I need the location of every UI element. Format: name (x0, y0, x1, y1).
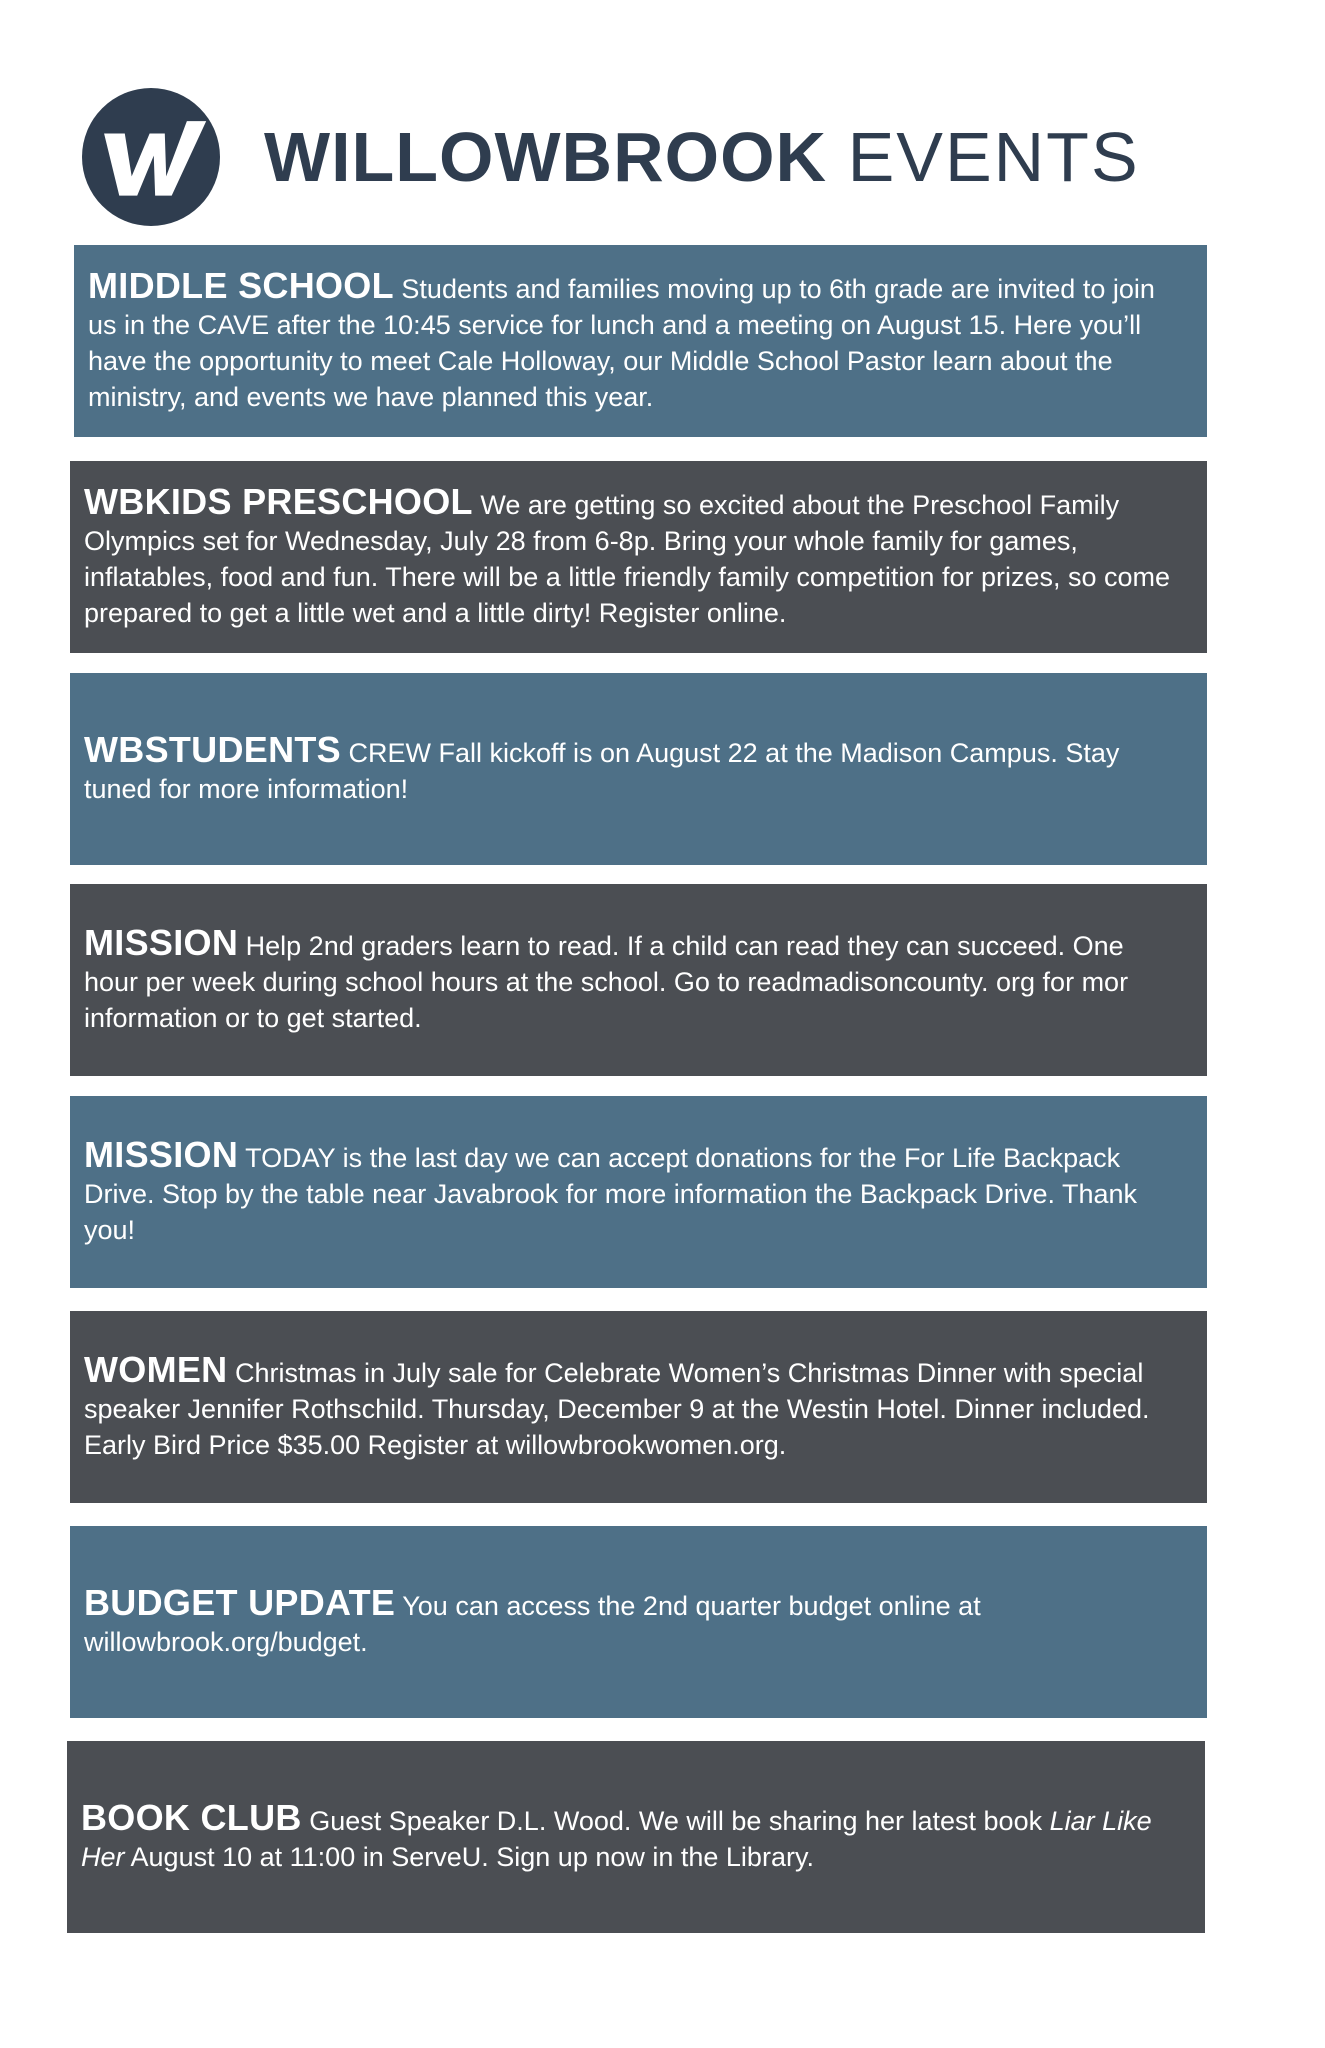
event-text (84, 1133, 1185, 1248)
event-women (70, 1311, 1207, 1503)
event-title: BUDGET UPDATE (84, 1581, 396, 1623)
event-mission-backpack (70, 1096, 1207, 1288)
event-text (84, 728, 1185, 807)
event-middle-school (74, 245, 1207, 437)
event-body: TODAY is the last day we can accept donations for the For Life Backpack Drive. Stop by the table near Javabrook for more information the Backpack Drive. Thank you! (84, 1142, 1138, 1245)
event-body: Christmas in July sale for Celebrate Women’s Christmas Dinner with special speaker Jennifer Rothschild. Thursday, December 9 at the Westin Hotel. Dinner included. Early Bird Price $35.00 Register at willowbrookwomen.org. (84, 1357, 1150, 1460)
event-mission-reading (70, 884, 1207, 1076)
page-header (82, 88, 1140, 226)
event-body: You can access the 2nd quarter budget online at willowbrook.org/budget. (84, 1590, 981, 1657)
event-body: Guest Speaker D.L. Wood. We will be sharing her latest book (309, 1805, 1043, 1836)
title-light: EVENTS (847, 118, 1140, 196)
event-text (84, 480, 1185, 631)
event-title: WBSTUDENTS (84, 728, 341, 770)
event-body: We are getting so excited about the Preschool Family Olympics set for Wednesday, July 28 from 6-8p. Bring your whole family for games, inflatables, food and fun. There will be a little friendly family competition for prizes, so come prepared to get a little wet and a little dirty! Register online. (84, 489, 1171, 628)
event-body: CREW Fall kickoff is on August 22 at the Madison Campus. Stay tuned for more information! (84, 737, 1120, 804)
event-body: Students and families moving up to 6th grade are invited to join us in the CAVE after the 10:45 service for lunch and a meeting on August 15. Here you’ll have the opportunity to meet Cale Holloway, our Middle School Pastor learn about the ministry, and events we have planned this year. (88, 273, 1155, 412)
event-budget-update (70, 1526, 1207, 1718)
event-title: BOOK CLUB (81, 1796, 302, 1838)
event-text (81, 1796, 1183, 1875)
event-title: MISSION (84, 1133, 239, 1175)
event-title: WBKIDS PRESCHOOL (84, 480, 473, 522)
event-text (84, 921, 1185, 1036)
event-text (88, 264, 1185, 415)
event-book-club (67, 1741, 1205, 1933)
event-wbstudents (70, 673, 1207, 865)
event-title: WOMEN (84, 1348, 228, 1390)
event-title: MIDDLE SCHOOL (88, 264, 394, 306)
event-text (84, 1348, 1185, 1463)
event-body-after: August 10 at 11:00 in ServeU. Sign up now in the Library. (130, 1841, 814, 1872)
page-title (264, 118, 1140, 196)
event-title: MISSION (84, 921, 239, 963)
title-bold: WILLOWBROOK (264, 118, 828, 196)
book-title: Liar Like Her (81, 1805, 1152, 1872)
event-body: Help 2nd graders learn to read. If a child can read they can succeed. One hour per week during school hours at the school. Go to readmadisoncounty. org for mor information or to get started. (84, 930, 1129, 1033)
willowbrook-logo-icon (82, 88, 220, 226)
event-text (84, 1581, 1185, 1660)
event-wbkids-preschool (70, 461, 1207, 653)
